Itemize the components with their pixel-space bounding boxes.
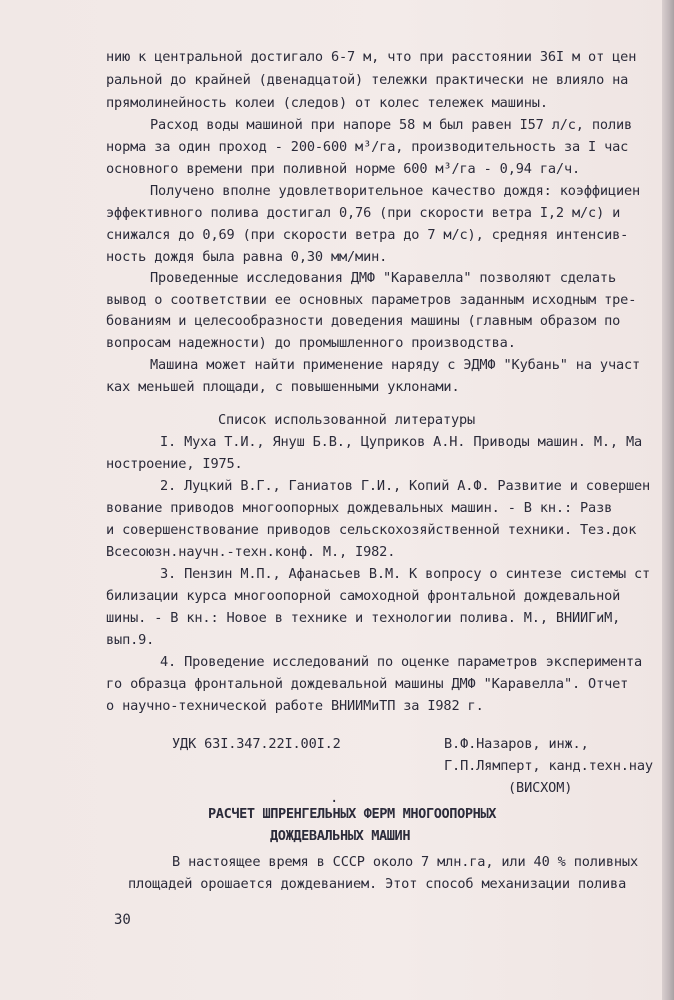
text-line: эффективного полива достигал 0,76 (при скорости ветра I,2 м/с) и: [106, 205, 621, 221]
author-line: Г.П.Лямперт, канд.техн.нау: [444, 758, 653, 774]
text-line: ность дождя была равна 0,30 мм/мин.: [106, 249, 388, 265]
author-affiliation: (ВИСХОМ): [508, 780, 573, 796]
text-line: Расход воды машиной при напоре 58 м был равен I57 л/с, полив: [150, 117, 633, 133]
text-line: Машина может найти применение наряду с ЭДМФ "Кубань" на участ: [150, 357, 641, 373]
text-line: основного времени при поливной норме 600 м³/га - 0,94 га/ч.: [106, 161, 581, 177]
dot-mark: .: [330, 790, 339, 806]
text-line: норма за один проход - 200-600 м³/га, производительность за I час: [106, 139, 629, 155]
reference-line: вование приводов многоопорных дождевальных машин. - В кн.: Разв: [106, 500, 613, 516]
page-number: 30: [114, 912, 131, 928]
text-line: ральной до крайней (двенадцатой) тележки практически не влияло на: [106, 72, 629, 88]
text-line: вывод о соответствии ее основных параметров заданным исходным тре-: [106, 292, 637, 308]
text-line: ках меньшей площади, с повышенными уклонами.: [106, 379, 460, 395]
text-line: площадей орошается дождеванием. Этот способ механизации полива: [128, 876, 627, 892]
text-line: В настоящее время в СССР около 7 млн.га, или 40 % поливных: [172, 854, 638, 870]
reference-line: вып.9.: [106, 632, 155, 648]
text-line: снижался до 0,69 (при скорости ветра до 7 м/с), средняя интенсив-: [106, 227, 629, 243]
reference-line: ностроение, I975.: [106, 456, 243, 472]
udk-code: УДК 63I.347.22I.00I.2: [172, 736, 341, 752]
article-title: РАСЧЕТ ШПРЕНГЕЛЬНЫХ ФЕРМ МНОГООПОРНЫХ: [208, 806, 497, 822]
text-line: прямолинейность колеи (следов) от колес тележек машины.: [106, 95, 548, 111]
reference-line: 4. Проведение исследований по оценке параметров эксперимента: [160, 654, 643, 670]
reference-line: шины. - В кн.: Новое в технике и технологии полива. М., ВНИИГиМ,: [106, 610, 621, 626]
text-line: бованиям и целесообразности доведения машины (главным образом по: [106, 313, 621, 329]
text-line: Получено вполне удовлетворительное качество дождя: коэффициен: [150, 183, 641, 199]
text-line: Проведенные исследования ДМФ "Каравелла" позволяют сделать: [150, 270, 616, 286]
reference-line: 2. Луцкий В.Г., Ганиатов Г.И., Копий А.Ф. Развитие и совершен: [160, 478, 651, 494]
references-title: Список использованной литературы: [218, 412, 476, 428]
reference-line: 3. Пензин М.П., Афанасьев В.М. К вопросу о синтезе системы ст: [160, 566, 651, 582]
reference-line: о научно-технической работе ВНИИМиТП за I982 г.: [106, 698, 484, 714]
text-line: вопросам надежности) до промышленного производства.: [106, 335, 516, 351]
author-line: В.Ф.Назаров, инж.,: [444, 736, 589, 752]
reference-line: I. Муха Т.И., Януш Б.В., Цуприков А.Н. Приводы машин. М., Ма: [160, 434, 643, 450]
text-line: нию к центральной достигало 6-7 м, что при расстоянии 36I м от цен: [106, 49, 637, 65]
reference-line: Всесоюзн.научн.-техн.конф. М., I982.: [106, 544, 396, 560]
page-edge: [662, 0, 674, 1000]
article-title: ДОЖДЕВАЛЬНЫХ МАШИН: [270, 828, 411, 844]
reference-line: и совершенствование приводов сельскохозяйственной техники. Тез.док: [106, 522, 637, 538]
reference-line: го образца фронтальной дождевальной машины ДМФ "Каравелла". Отчет: [106, 676, 629, 692]
reference-line: билизации курса многоопорной самоходной фронтальной дождевальной: [106, 588, 621, 604]
